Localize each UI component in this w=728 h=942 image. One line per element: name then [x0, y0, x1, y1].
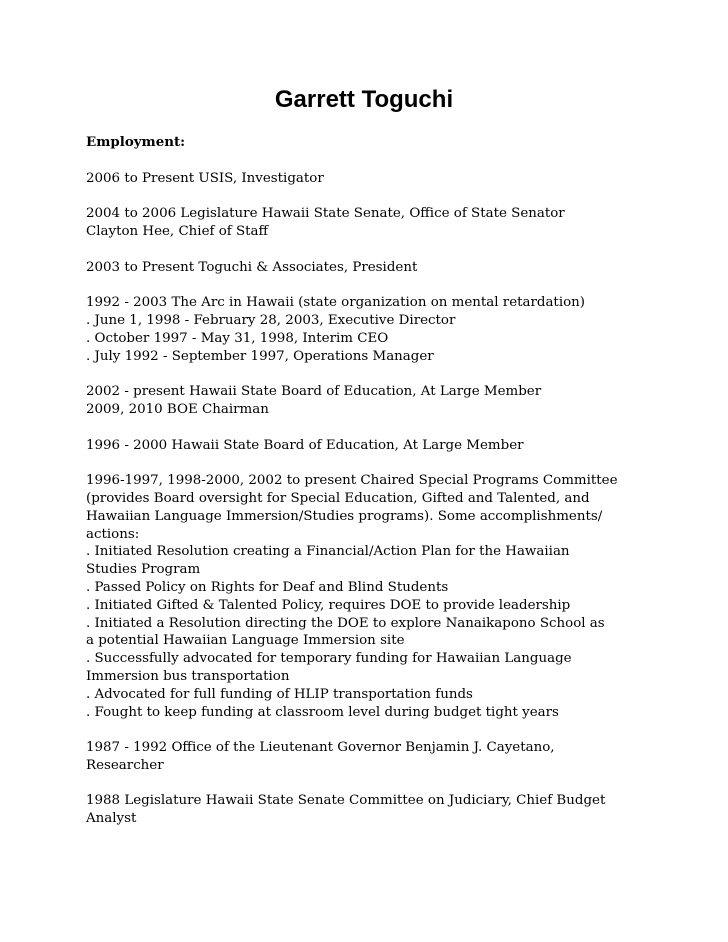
entry-line: 1992 - 2003 The Arc in Hawaii (state organization on mental retardation)	[86, 295, 586, 311]
employment-entry	[86, 259, 646, 277]
employment-entry	[86, 294, 646, 365]
entry-line: Researcher	[86, 757, 164, 773]
document-title: Garrett Toguchi	[274, 86, 454, 113]
entry-line: 2002 - present Hawaii State Board of Education, At Large Member	[86, 384, 542, 400]
entry-line: 1996-1997, 1998-2000, 2002 to present Chaired Special Programs Committee	[86, 473, 618, 489]
entry-line: . Fought to keep funding at classroom level during budget tight years	[86, 704, 559, 720]
entry-line: 1987 - 1992 Office of the Lieutenant Governor Benjamin J. Cayetano,	[86, 740, 555, 756]
entry-line: Immersion bus transportation	[86, 668, 290, 684]
employment-entry	[86, 472, 646, 721]
spacer	[86, 365, 646, 383]
employment-entry	[86, 205, 646, 241]
entry-line: Hawaiian Language Immersion/Studies programs). Some accomplishments/	[86, 508, 603, 524]
employment-entry	[86, 437, 646, 455]
entry-line: Clayton Hee, Chief of Staff	[86, 223, 269, 239]
entry-line: 2003 to Present Toguchi & Associates, President	[86, 259, 418, 275]
entry-line: . July 1992 - September 1997, Operations Manager	[86, 348, 434, 364]
entry-line: . Initiated Resolution creating a Financial/Action Plan for the Hawaiian	[86, 544, 570, 560]
entry-line: Analyst	[86, 811, 137, 827]
section-heading: Employment:	[86, 134, 186, 150]
entry-line: . Passed Policy on Rights for Deaf and Blind Students	[86, 579, 449, 595]
spacer	[86, 276, 646, 294]
spacer	[86, 419, 646, 437]
entry-line: a potential Hawaiian Language Immersion site	[86, 633, 405, 649]
entry-line: actions:	[86, 526, 140, 542]
entry-line: . Initiated Gifted & Talented Policy, requires DOE to provide leadership	[86, 597, 571, 613]
entry-line: (provides Board oversight for Special Education, Gifted and Talented, and	[86, 490, 590, 506]
entry-line: . October 1997 - May 31, 1998, Interim CEO	[86, 330, 389, 346]
employment-entry	[86, 792, 646, 828]
spacer	[86, 454, 646, 472]
employment-entry	[86, 383, 646, 419]
entry-line: . June 1, 1998 - February 28, 2003, Executive Director	[86, 312, 456, 328]
entry-line: 1988 Legislature Hawaii State Senate Committee on Judiciary, Chief Budget	[86, 793, 606, 809]
resume-content	[86, 134, 646, 828]
spacer	[86, 241, 646, 259]
employment-entry	[86, 739, 646, 775]
spacer	[86, 721, 646, 739]
entry-line: . Initiated a Resolution directing the DOE to explore Nanaikapono School as	[86, 615, 605, 631]
entry-line: 2006 to Present USIS, Investigator	[86, 170, 324, 186]
employment-list	[86, 170, 646, 828]
spacer	[86, 775, 646, 793]
entry-line: . Advocated for full funding of HLIP transportation funds	[86, 686, 473, 702]
employment-entry	[86, 170, 646, 188]
entry-line: 2009, 2010 BOE Chairman	[86, 401, 269, 417]
entry-line: Studies Program	[86, 562, 201, 578]
entry-line: 1996 - 2000 Hawaii State Board of Education, At Large Member	[86, 437, 524, 453]
spacer	[86, 152, 646, 170]
spacer	[86, 187, 646, 205]
entry-line: . Successfully advocated for temporary funding for Hawaiian Language	[86, 651, 572, 667]
entry-line: 2004 to 2006 Legislature Hawaii State Senate, Office of State Senator	[86, 206, 565, 222]
